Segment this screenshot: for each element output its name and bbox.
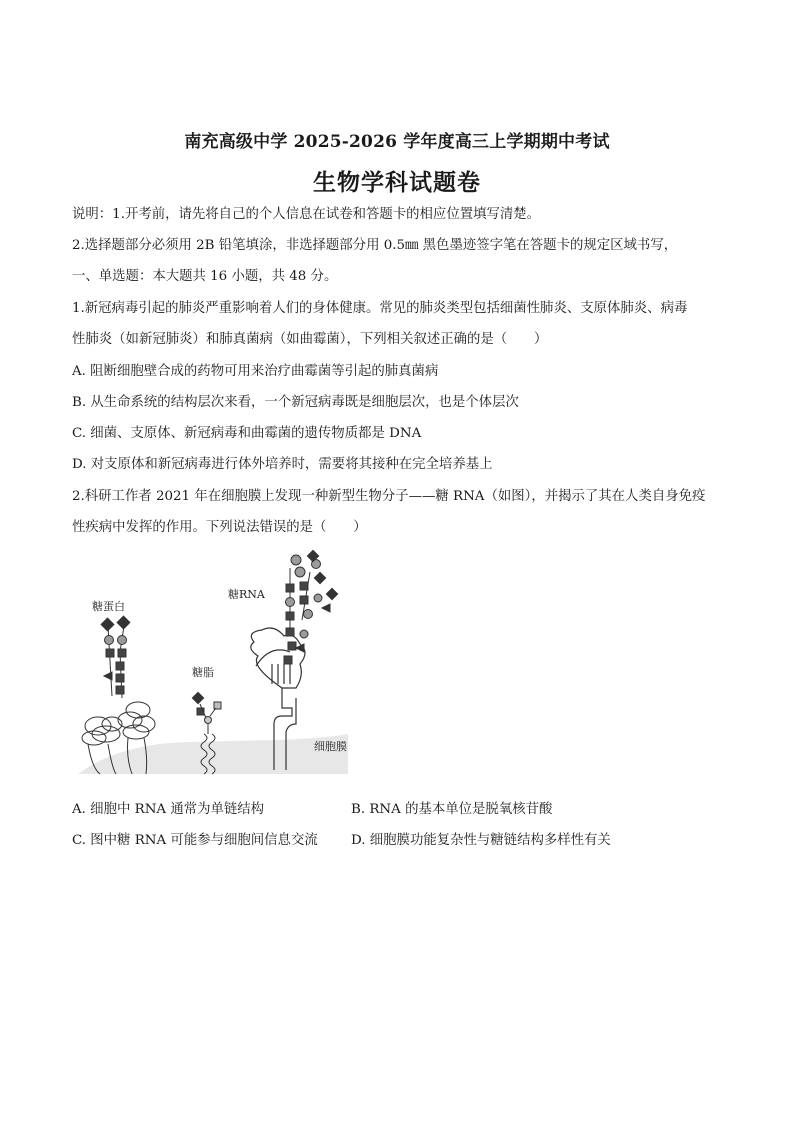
label-glycolipid: 糖脂 [192,666,214,679]
label-glycoprotein: 糖蛋白 [92,600,125,613]
q1-option-d: D. 对支原体和新冠病毒进行体外培养时，需要将其接种在完全培养基上 [72,457,493,472]
q2-option-d: D. 细胞膜功能复杂性与糖链结构多样性有关 [351,833,611,848]
label-membrane: 细胞膜 [314,740,347,753]
glycorna-chain [284,550,338,664]
q1-stem-line-1: 1.新冠病毒引起的肺炎严重影响着人们的身体健康。常见的肺炎类型包括细菌性肺炎、支原体肺炎、病毒 [72,301,688,316]
glycoprotein-chain [101,616,130,698]
school-title: 南充高级中学 2025-2026 学年度高三上学期期中考试 [184,132,610,152]
q1-stem-line-2: 性肺炎（如新冠肺炎）和肺真菌病（如曲霉菌），下列相关叙述正确的是（ ） [72,332,548,347]
q2-option-a: A. 细胞中 RNA 通常为单链结构 [72,802,265,817]
q2-option-b: B. RNA 的基本单位是脱氧核苷酸 [351,802,553,817]
label-glycorna: 糖RNA [228,588,265,601]
q2-option-c: C. 图中糖 RNA 可能参与细胞间信息交流 [72,833,318,848]
section-heading: 一、单选题：本大题共 16 小题，共 48 分。 [72,269,338,284]
cell-membrane-shape [78,734,348,774]
glycorna-figure [78,548,368,780]
q1-option-c: C. 细菌、支原体、新冠病毒和曲霉菌的遗传物质都是 DNA [72,426,422,441]
q1-option-a: A. 阻断细胞壁合成的药物可用来治疗曲霉菌等引起的肺真菌病 [72,364,439,379]
instruction-line-1: 说明：1.开考前，请先将自己的个人信息在试卷和答题卡的相应位置填写清楚。 [72,207,541,222]
instruction-line-2: 2.选择题部分必须用 2B 铅笔填涂，非选择题部分用 0.5㎜ 黑色墨迹签字笔在答题卡的规定区域书写， [72,238,678,253]
subject-title: 生物学科试题卷 [313,169,481,196]
q2-stem-line-2: 性疾病中发挥的作用。下列说法错误的是（ ） [72,520,367,535]
q2-stem-line-1: 2.科研工作者 2021 年在细胞膜上发现一种新型生物分子——糖 RNA（如图），并揭示了其在人类自身免疫 [72,489,706,504]
q1-option-b: B. 从生命系统的结构层次来看，一个新冠病毒既是细胞层次，也是个体层次 [72,395,519,410]
membrane-diagram [78,548,368,780]
